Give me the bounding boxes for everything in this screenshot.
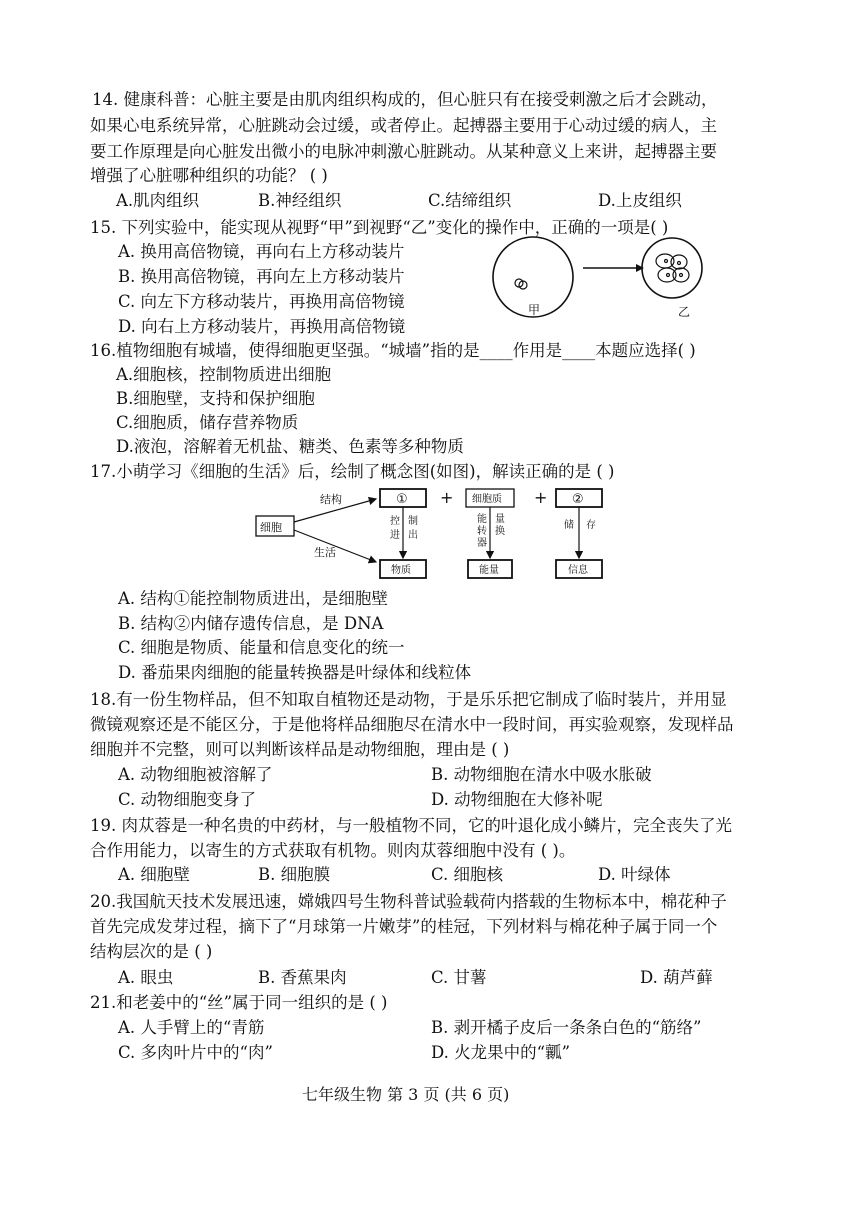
label-yi: 乙 bbox=[678, 305, 691, 319]
matter-label: 物质 bbox=[391, 565, 411, 576]
q20-line-1: 20.我国航天技术发展迅速，嫦娥四号生物科普试验载荷内搭载的生物标本中，棉花种子 bbox=[90, 892, 727, 911]
q18-option-c: C. 动物细胞变身了 bbox=[118, 790, 257, 809]
box-1-label: ① bbox=[396, 492, 408, 507]
q15-stem: 15. 下列实验中，能实现从视野“甲”到视野“乙”变化的操作中，正确的一项是( ) bbox=[90, 218, 669, 237]
q15-option-a: A. 换用高倍物镜，再向右上方移动装片 bbox=[118, 242, 405, 261]
q14-option-c: C.结缔组织 bbox=[428, 191, 512, 210]
q18-option-b: B. 动物细胞在清水中吸水胀破 bbox=[431, 765, 652, 784]
store-right-label: 存 bbox=[586, 520, 596, 531]
q20-line-3: 结构层次的是 ( ) bbox=[90, 942, 213, 961]
q14-line-1: 14. 健康科普：心脏主要是由肌肉组织构成的，但心脏只有在接受刺激之后才会跳动， bbox=[92, 90, 718, 109]
q18-line-3: 细胞并不完整，则可以判断该样品是动物细胞，理由是 ( ) bbox=[90, 740, 510, 759]
q16-option-a: A.细胞核，控制物质进出细胞 bbox=[116, 365, 332, 384]
q21-option-b: B. 剥开橘子皮后一条条白色的“筋络” bbox=[431, 1018, 702, 1037]
q19-option-d: D. 叶绿体 bbox=[598, 865, 671, 884]
q19-line-1: 19. 肉苁蓉是一种名贵的中药材，与一般植物不同，它的叶退化成小鳞片，完全丧失了光 bbox=[90, 816, 732, 835]
q18-line-1: 18.有一份生物样品，但不知取自植物还是动物，于是乐乐把它制成了临时装片，并用显 bbox=[90, 690, 727, 709]
q17-option-a: A. 结构①能控制物质进出，是细胞壁 bbox=[118, 589, 388, 608]
q16-option-d: D.液泡，溶解着无机盐、糖类、色素等多种物质 bbox=[116, 437, 464, 456]
q19-option-a: A. 细胞壁 bbox=[118, 865, 190, 884]
q21-option-a: A. 人手臂上的“青筋 bbox=[118, 1018, 265, 1037]
q19-line-2: 合作用能力，以寄生的方式获取有机物。则肉苁蓉细胞中没有 ( )。 bbox=[90, 841, 576, 860]
q16-stem: 16.植物细胞有城墙，使得细胞更坚强。“城墙”指的是____作用是____本题应选择( ) bbox=[90, 341, 696, 360]
q17-option-c: C. 细胞是物质、能量和信息变化的统一 bbox=[118, 638, 405, 657]
q14-line-3: 要工作原理是向心脏发出微小的电脉冲刺激心脏跳动。从某种意义上来讲，起搏器主要 bbox=[90, 142, 717, 161]
q17-option-b: B. 结构②内储存遗传信息，是 DNA bbox=[118, 614, 384, 633]
plus-sign-1: + bbox=[440, 488, 454, 507]
q20-option-b: B. 香蕉果肉 bbox=[258, 968, 347, 987]
q20-line-2: 首先完成发芽过程，摘下了“月球第一片嫩芽”的桂冠，下列材料与棉花种子属于同一个 bbox=[90, 917, 718, 936]
structure-label: 结构 bbox=[320, 493, 342, 506]
control-right-label: 制出 bbox=[408, 516, 418, 541]
control-left-label: 控进 bbox=[390, 516, 400, 541]
q15-microscope-figure bbox=[486, 234, 726, 324]
energy-label: 能量 bbox=[479, 565, 499, 576]
info-label: 信息 bbox=[568, 565, 588, 576]
q14-option-b: B.神经组织 bbox=[258, 191, 342, 210]
q19-option-b: B. 细胞膜 bbox=[258, 865, 331, 884]
q21-option-c: C. 多肉叶片中的“肉” bbox=[118, 1043, 273, 1062]
q14-option-a: A.肌肉组织 bbox=[116, 191, 200, 210]
box-2-label: ② bbox=[572, 492, 584, 507]
q20-option-c: C. 甘薯 bbox=[431, 968, 487, 987]
q18-line-2: 微镜观察还是不能区分，于是他将样品细胞尽在清水中一段时间，再实验观察，发现样品 bbox=[90, 715, 734, 734]
q15-option-c: C. 向左下方移动装片，再换用高倍物镜 bbox=[118, 292, 405, 311]
q17-stem: 17.小萌学习《细胞的生活》后，绘制了概念图(如图)，解读正确的是 ( ) bbox=[90, 462, 615, 481]
q20-option-d: D. 葫芦藓 bbox=[640, 968, 713, 987]
q20-option-a: A. 眼虫 bbox=[118, 968, 174, 987]
page-footer: 七年级生物 第 3 页 (共 6 页) bbox=[302, 1085, 510, 1104]
q21-option-d: D. 火龙果中的“瓤” bbox=[431, 1043, 571, 1062]
q19-option-c: C. 细胞核 bbox=[431, 865, 504, 884]
life-label: 生活 bbox=[314, 546, 336, 559]
field-of-view-right bbox=[642, 238, 702, 298]
energy-left-label: 能转器 bbox=[477, 514, 487, 549]
q18-option-a: A. 动物细胞被溶解了 bbox=[118, 765, 273, 784]
energy-right-label: 量换 bbox=[495, 514, 505, 537]
q18-option-d: D. 动物细胞在大修补呢 bbox=[431, 790, 603, 809]
label-jia: 甲 bbox=[528, 303, 541, 317]
magnified-cells-icon bbox=[656, 254, 689, 282]
q21-stem: 21.和老姜中的“丝”属于同一组织的是 ( ) bbox=[90, 993, 388, 1012]
q14-line-2: 如果心电系统异常，心脏跳动会过缓，或者停止。起搏器主要用于心动过缓的病人，主 bbox=[90, 116, 717, 135]
q16-option-b: B.细胞壁，支持和保护细胞 bbox=[116, 389, 315, 408]
q17-option-d: D. 番茄果肉细胞的能量转换器是叶绿体和线粒体 bbox=[118, 663, 472, 682]
cell-label: 细胞 bbox=[260, 521, 282, 534]
cytoplasm-label: 细胞质 bbox=[472, 494, 502, 505]
store-left-label: 储 bbox=[564, 520, 574, 531]
q16-option-c: C.细胞质，储存营养物质 bbox=[116, 413, 299, 432]
plus-sign-2: + bbox=[534, 488, 548, 507]
q14-line-4: 增强了心脏哪种组织的功能？ ( ) bbox=[90, 166, 328, 185]
q14-option-d: D.上皮组织 bbox=[598, 191, 682, 210]
q17-concept-map bbox=[248, 486, 628, 582]
q15-option-b: B. 换用高倍物镜，再向左上方移动装片 bbox=[118, 267, 405, 286]
q15-option-d: D. 向右上方移动装片，再换用高倍物镜 bbox=[118, 317, 406, 336]
